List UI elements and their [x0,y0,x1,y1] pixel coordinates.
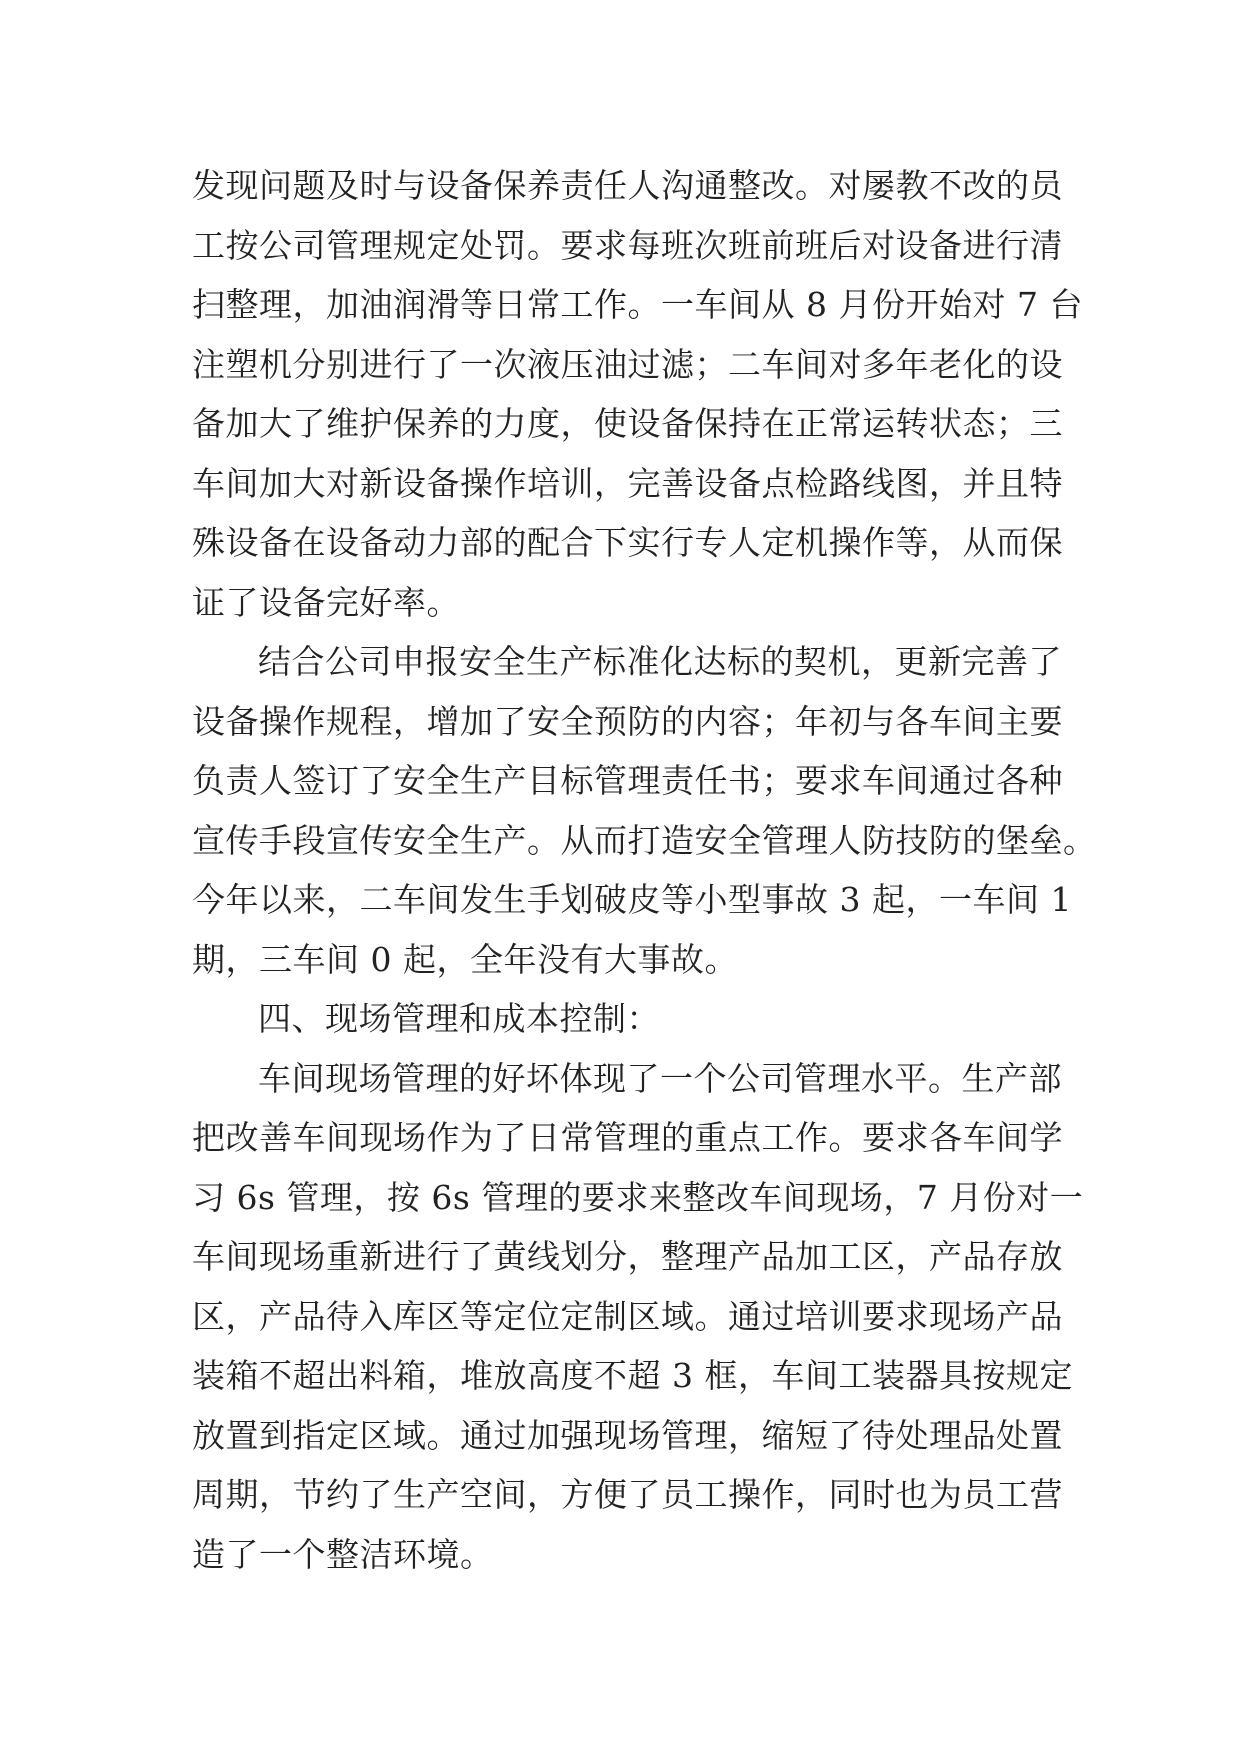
text-line: 期，三车间 0 起，全年没有大事故。 [192,939,738,979]
text-line: 殊设备在设备动力部的配合下实行专人定机操作等，从而保 [192,523,1063,562]
text-line: 周期，节约了生产空间，方便了员工操作，同时也为员工营 [192,1475,1063,1514]
text-line: 设备操作规程，增加了安全预防的内容；年初与各车间主要 [192,701,1063,741]
text-line: 备加大了维护保养的力度，使设备保持在正常运转状态；三 [192,404,1063,443]
text-line: 车间加大对新设备操作培训，完善设备点检路线图，并且特 [192,463,1063,503]
text-line: 装箱不超出料箱，堆放高度不超 3 框，车间工装器具按规定 [192,1356,1073,1395]
text-line: 发现问题及时与设备保养责任人沟通整改。对屡教不改的员 [192,166,1063,205]
text-line: 造了一个整洁环境。 [192,1534,494,1574]
text-line: 区，产品待入库区等定位定制区域。通过培训要求现场产品 [192,1296,1063,1336]
text-line: 放置到指定区域。通过加强现场管理，缩短了待处理品处置 [192,1415,1063,1455]
text-line: 工按公司管理规定处罚。要求每班次班前班后对设备进行清 [192,225,1063,265]
paragraph-first-line: 结合公司申报安全生产标准化达标的契机，更新完善了 [258,642,1062,681]
text-line: 负责人签订了安全生产目标管理责任书；要求车间通过各种 [192,761,1063,800]
text-line: 宣传手段宣传安全生产。从而打造安全管理人防技防的堡垒。 [192,820,1097,860]
text-line: 扫整理，加油润滑等日常工作。一车间从 8 月份开始对 7 台 [192,285,1083,324]
text-line: 证了设备完好率。 [192,582,460,622]
text-line: 注塑机分别进行了一次液压油过滤；二车间对多年老化的设 [192,344,1063,384]
document-body [192,156,1097,1584]
paragraph-first-line: 车间现场管理的好坏体现了一个公司管理水平。生产部 [258,1058,1062,1098]
text-line: 车间现场重新进行了黄线划分，整理产品加工区，产品存放 [192,1237,1063,1276]
section-heading: 四、现场管理和成本控制： [258,999,660,1038]
text-line: 把改善车间现场作为了日常管理的重点工作。要求各车间学 [192,1118,1063,1157]
text-line: 习 6s 管理，按 6s 管理的要求来整改车间现场，7 月份对一 [192,1177,1084,1217]
text-line: 今年以来，二车间发生手划破皮等小型事故 3 起，一车间 1 [192,880,1072,919]
